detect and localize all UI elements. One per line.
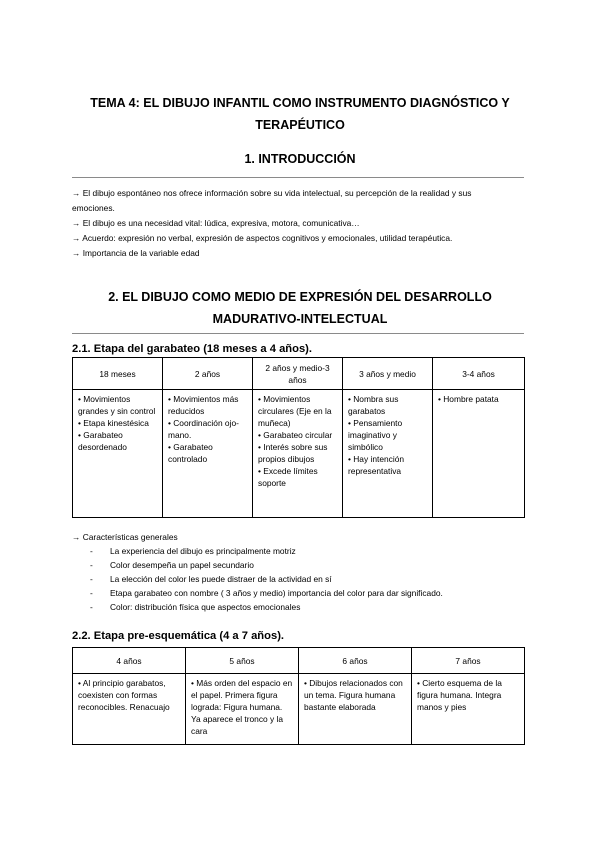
table-header-row [73,648,525,674]
cell-bullet: • Etapa kinestésica [78,418,149,428]
table-header-cell: 3-4 años [433,358,525,390]
section-2-heading-line-2: MADURATIVO-INTELECTUAL [212,312,388,326]
table-header-cell: 3 años y medio [343,358,433,390]
list-item: - Etapa garabateo con nombre ( 3 años y medio) importancia del color para dar significado. [90,588,443,598]
intro-line: → Acuerdo: expresión no verbal, expresión de aspectos cognitivos y emocionales, utilidad terapéutica. [72,233,453,243]
introduction-text [72,186,532,261]
table-header-cell: 2 años y medio-3 años [253,358,343,390]
cell-bullet: • Coordinación ojo-mano. [168,418,239,440]
divider-rule [72,177,524,178]
divider-rule [72,333,524,334]
intro-line: emociones. [72,203,115,213]
cell-bullet: • Más orden del espacio en el papel. Primera figura lograda: Figura humana. Ya aparece el tronco y la cara [191,678,293,736]
section-2-heading [60,286,540,330]
section-2-heading-line-1: 2. EL DIBUJO COMO MEDIO DE EXPRESIÓN DEL DESARROLLO [108,290,492,304]
stage-2-heading: 2.2. Etapa pre-esquemática (4 a 7 años). [72,630,285,642]
table-header-cell: 18 meses [73,358,163,390]
cell-bullet: • Garabateo circular [258,430,333,440]
cell-bullet: • Interés sobre sus propios dibujos [258,442,328,464]
table-cell [343,390,433,518]
table-cell [163,390,253,518]
cell-bullet: • Garabateo desordenado [78,430,127,452]
table-header-cell: 2 años [163,358,253,390]
cell-bullet: • Hombre patata [438,394,499,404]
cell-bullet: • Cierto esquema de la figura humana. Integra manos y pies [417,678,502,712]
cell-bullet: • Movimientos circulares (Eje en la muñeca) [258,394,332,428]
section-1-heading: 1. INTRODUCCIÓN [244,152,356,166]
general-characteristics [72,530,532,614]
document-title [60,92,540,136]
cell-bullet: • Dibujos relacionados con un tema. Figura humana bastante elaborada [304,678,403,712]
intro-line: → El dibujo espontáneo nos ofrece información sobre su vida intelectual, su percepción de la realidad y sus [72,188,472,198]
table-cell [73,390,163,518]
table-header-cell: 5 años [186,648,299,674]
table-cell [73,674,186,745]
stage-1-heading: 2.1. Etapa del garabateo (18 meses a 4 años). [72,343,313,355]
title-line-2: TERAPÉUTICO [255,118,345,132]
cell-bullet: • Al principio garabatos, coexisten con formas reconocibles. Renacuajo [78,678,170,712]
list-item: - Color desempeña un papel secundario [90,560,254,570]
table-header-cell: 4 años [73,648,186,674]
table-cell [433,390,525,518]
list-item: - La experiencia del dibujo es principalmente motriz [90,546,296,556]
cell-bullet: • Movimientos grandes y sin control [78,394,156,416]
cell-bullet: • Movimientos más reducidos [168,394,239,416]
cell-bullet: • Garabateo controlado [168,442,213,464]
list-dash: - [90,602,93,612]
table-row [73,674,525,745]
table-header-cell: 6 años [299,648,412,674]
stage-1-table [72,357,525,518]
table-header-cell: 7 años [412,648,525,674]
intro-line: → Importancia de la variable edad [72,248,200,258]
table-row [73,390,525,518]
intro-line: → El dibujo es una necesidad vital: lúdica, expresiva, motora, comunicativa… [72,218,360,228]
cell-bullet: • Excede límites soporte [258,466,318,488]
list-dash: - [90,574,93,584]
table-cell [253,390,343,518]
list-dash: - [90,588,93,598]
table-cell [412,674,525,745]
table-cell [299,674,412,745]
list-item: - Color: distribución física que aspectos emocionales [90,602,301,612]
title-line-1: TEMA 4: EL DIBUJO INFANTIL COMO INSTRUMENTO DIAGNÓSTICO Y [90,96,510,110]
list-dash: - [90,560,93,570]
stage-2-table [72,647,525,745]
general-characteristics-title: → Características generales [72,532,178,542]
cell-bullet: • Nombra sus garabatos [348,394,399,416]
cell-bullet: • Pensamiento imaginativo y simbólico [348,418,403,452]
table-header-row [73,358,525,390]
table-cell [186,674,299,745]
list-dash: - [90,546,93,556]
cell-bullet: • Hay intención representativa [348,454,405,476]
list-item: - La elección del color les puede distraer de la actividad en sí [90,574,332,584]
